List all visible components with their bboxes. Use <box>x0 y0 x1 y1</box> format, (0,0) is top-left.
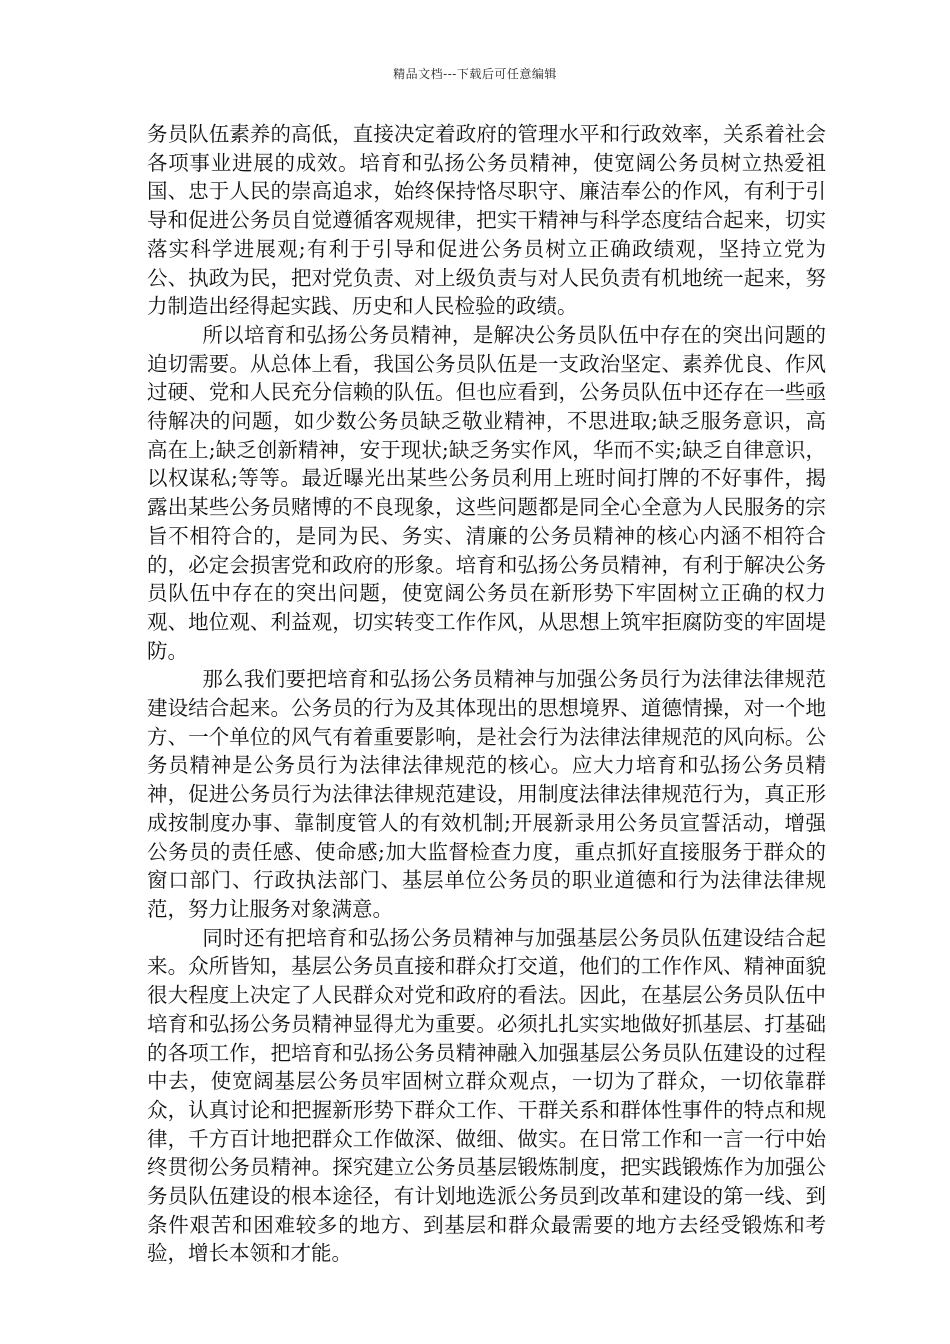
paragraph: 所以培育和弘扬公务员精神，是解决公务员队伍中存在的突出问题的迫切需要。从总体上看，我国公务员队伍是一支政治坚定、素养优良、作风过硬、党和人民充分信赖的队伍。但也应看到，公务员队伍中还存在一些亟待解决的问题，如少数公务员缺乏敬业精神，不思进取;缺乏服务意识，高高在上;缺乏创新精神，安于现状;缺乏务实作风，华而不实;缺乏自律意识，以权谋私;等等。最近曝光出某些公务员利用上班时间打牌的不好事件，揭露出某些公务员赌博的不良现象，这些问题都是同全心全意为人民服务的宗旨不相符合的，是同为民、务实、清廉的公务员精神的核心内涵不相符合的，必定会损害党和政府的形象。培育和弘扬公务员精神，有利于解决公务员队伍中存在的突出问题，使宽阔公务员在新形势下牢固树立正确的权力观、地位观、利益观，切实转变工作作风，从思想上筑牢拒腐防变的牢固堤防。 <box>147 322 826 663</box>
paragraph-continued: 务员队伍素养的高低，直接决定着政府的管理水平和行政效率，关系着社会各项事业进展的成效。培育和弘扬公务员精神，使宽阔公务员树立热爱祖国、忠于人民的崇高追求，始终保持恪尽职守、廉洁奉公的作风，有利于引导和促进公务员自觉遵循客观规律，把实干精神与科学态度结合起来，切实落实科学进展观;有利于引导和促进公务员树立正确政绩观，坚持立党为公、执政为民，把对党负责、对上级负责与对人民负责有机地统一起来，努力制造出经得起实践、历史和人民检验的政绩。 <box>147 122 826 319</box>
paragraph: 同时还有把培育和弘扬公务员精神与加强基层公务员队伍建设结合起来。众所皆知，基层公务员直接和群众打交道，他们的工作作风、精神面貌很大程度上决定了人民群众对党和政府的看法。因此，在基层公务员队伍中培育和弘扬公务员精神显得尤为重要。必须扎扎实实地做好抓基层、打基础的各项工作，把培育和弘扬公务员精神融入加强基层公务员队伍建设的过程中去，使宽阔基层公务员牢固树立群众观点，一切为了群众，一切依靠群众，认真讨论和把握新形势下群众工作、干群关系和群体性事件的特点和规律，千方百计地把群众工作做深、做细、做实。在日常工作和一言一行中始终贯彻公务员精神。探究建立公务员基层锻炼制度，把实践锻炼作为加强公务员队伍建设的根本途径，有计划地选派公务员到改革和建设的第一线、到条件艰苦和困难较多的地方、到基层和群众最需要的地方去经受锻炼和考验，增长本领和才能。 <box>147 925 826 1266</box>
document-body <box>147 120 826 1268</box>
paragraph: 那么我们要把培育和弘扬公务员精神与加强公务员行为法律法律规范建设结合起来。公务员的行为及其体现出的思想境界、道德情操，对一个地方、一个单位的风气有着重要影响，是社会行为法律法律规范的风向标。公务员精神是公务员行为法律法律规范的核心。应大力培育和弘扬公务员精神，促进公务员行为法律法律规范建设，用制度法律法律规范行为，真正形成按制度办事、靠制度管人的有效机制;开展新录用公务员宣誓活动，增强公务员的责任感、使命感;加大监督检查力度，重点抓好直接服务于群众的窗口部门、行政执法部门、基层单位公务员的职业道德和行为法律法律规范，努力让服务对象满意。 <box>147 667 826 921</box>
page-header: 精品文档---下载后可任意编辑 <box>393 67 557 81</box>
